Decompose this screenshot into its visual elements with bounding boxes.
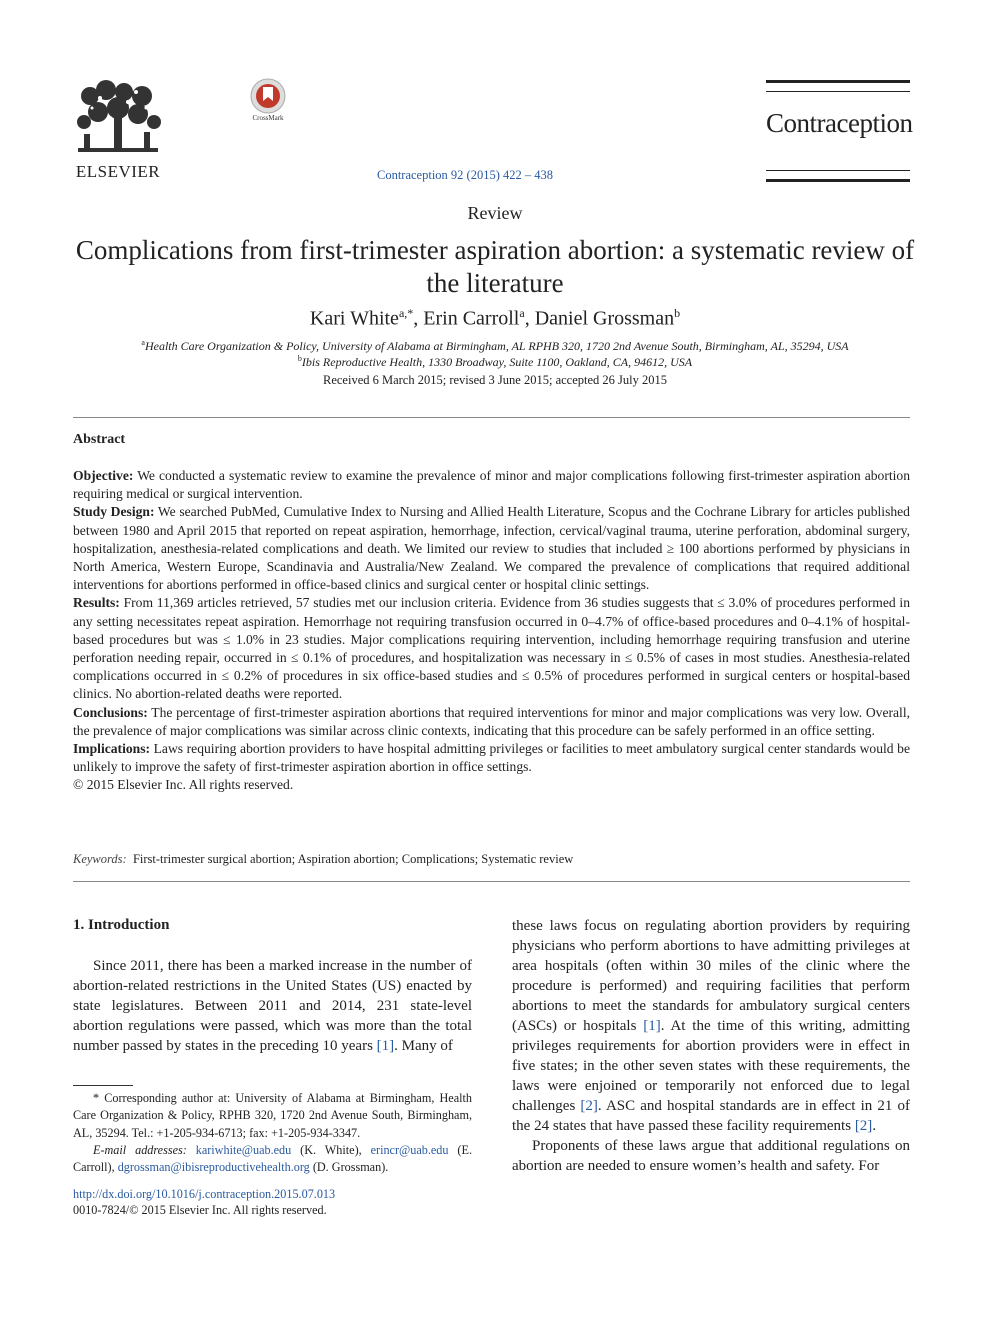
keywords-list: First-trimester surgical abortion; Aspiration abortion; Complications; Systematic review	[132, 852, 574, 866]
abstract-conclusions	[73, 704, 910, 740]
section-label: Implications:	[73, 741, 151, 757]
received-dates: Received 6 March 2015; revised 3 June 2015; accepted 26 July 2015	[322, 373, 667, 387]
section-text: Laws requiring abortion providers to have hospital admitting privileges or facilities to meet ambulatory surgical center standards would be unlikely to improve the safety of first-trimester aspiration abortion in office settings.	[73, 741, 910, 775]
body-text: .	[872, 1118, 877, 1134]
body-column-right	[512, 916, 910, 1176]
affiliation-mark: a	[141, 338, 145, 347]
author-separator: ,	[524, 307, 535, 330]
paragraph	[73, 956, 472, 1056]
email-owner: (D. Grossman).	[309, 1160, 389, 1175]
abstract-objective	[73, 467, 910, 503]
article-title: Complications from first-trimester aspiration abortion: a systematic review of the literature	[75, 235, 915, 298]
author-affil-mark[interactable]: a,*	[398, 306, 414, 320]
reference-link[interactable]: [2]	[854, 1118, 873, 1134]
email-owner: (E. Carroll),	[73, 1142, 472, 1175]
section-text: The percentage of first-trimester aspiration abortions that required interventions for minor and major complications was very low. Overall, the prevalence of major complications was similar across clinic contexts, indicating that this procedure can be safely performed in an office setting.	[73, 704, 910, 738]
author-name: Kari White	[309, 307, 399, 330]
footnote	[73, 1090, 472, 1176]
section-text: We searched PubMed, Cumulative Index to Nursing and Allied Health Literature, Scopus and the Cochrane Library for articles published between 1980 and April 2015 that reported on repeat aspiration, hemorrhage, infection, cervical/vaginal trauma, uterine perforation, abdominal surgery, hospitalization, anesthesia-related complications and death. We limited our review to studies that included ≥ 100 abortions performed by physicians in North America, Western Europe, Scandinavia and Australia/New Zealand. We compared the prevalence of complications that required additional interventions for abortions performed in office-based clinics and surgical center or hospital clinic settings.	[73, 504, 910, 593]
email-link[interactable]: kariwhite@uab.edu	[195, 1142, 292, 1157]
body-text: . ASC and hospital standards are in effect in 21 of the 24 states that have passed these facility requirements	[512, 1098, 910, 1134]
affiliation-b	[0, 354, 990, 370]
corresponding-author-note: * Corresponding author at: University of Alabama at Birmingham, Health Care Organization & Policy, RPHB 320, 1720 2nd Avenue South, Birmingham, AL, 35294. Tel.: +1-205-934-6713; fax: +1-205-934-3347.	[73, 1091, 472, 1140]
author-name: Erin Carroll	[423, 307, 520, 330]
reference-link[interactable]: [1]	[376, 1038, 395, 1054]
body-column-left	[73, 956, 472, 1056]
email-addresses	[73, 1142, 472, 1177]
divider	[73, 417, 910, 418]
abstract-copyright: © 2015 Elsevier Inc. All rights reserved.	[73, 777, 294, 793]
divider	[73, 881, 910, 882]
journal-rule-top	[766, 80, 910, 92]
article-type: Review	[467, 203, 523, 223]
email-link[interactable]: erincr@uab.edu	[370, 1142, 449, 1157]
reference-link[interactable]: [1]	[643, 1018, 661, 1034]
section-text: We conducted a systematic review to examine the prevalence of minor and major complications following first-trimester aspiration abortion requiring medical or surgical intervention.	[73, 468, 910, 502]
abstract-study-design	[73, 503, 910, 594]
affiliation-text: Health Care Organization & Policy, University of Alabama at Birmingham, AL RPHB 320, 1720 2nd Avenue South, Birmingham, AL, 35294, USA	[144, 339, 849, 353]
email-label: E-mail addresses:	[93, 1142, 187, 1157]
author-name: Daniel Grossman	[534, 307, 675, 330]
crossmark-label: CrossMark	[252, 114, 284, 122]
body-text: Since 2011, there has been a marked increase in the number of abortion-related restrictions in the United States (US) enacted by state legislatures. Between 2011 and 2014, 231 state-level abortion regulations were passed, which was more than the total number passed by states in the preceding 10 years	[73, 958, 472, 1054]
doi-link[interactable]: http://dx.doi.org/10.1016/j.contraception.2015.07.013	[73, 1187, 336, 1201]
journal-rule-bottom	[766, 170, 910, 182]
reference-link[interactable]: [2]	[580, 1098, 598, 1114]
author-separator: ,	[413, 307, 424, 330]
section-label: Results:	[73, 595, 120, 611]
section-label: Conclusions:	[73, 704, 148, 720]
journal-citation-link[interactable]: Contraception 92 (2015) 422 – 438	[376, 168, 553, 182]
issn-copyright: 0010-7824/© 2015 Elsevier Inc. All rights reserved.	[73, 1203, 327, 1217]
body-text: . At the time of this writing, admitting privileges requirements for abortion providers were in effect in five states; in the other seven states with these requirements, the laws were enjoined or temporarily not enforced due to legal challenges	[512, 1018, 911, 1114]
elsevier-wordmark: ELSEVIER	[75, 162, 161, 181]
abstract-implications	[73, 740, 910, 776]
email-owner: (K. White),	[291, 1142, 371, 1157]
section-heading-introduction: 1. Introduction	[73, 917, 170, 933]
body-text: . Many of	[394, 1038, 453, 1054]
author-list	[0, 306, 990, 331]
affiliation-mark: b	[297, 354, 302, 363]
section-label: Objective:	[73, 468, 134, 483]
paragraph: Proponents of these laws argue that additional regulations on abortion are needed to ensure women’s health and safety. For	[512, 1138, 910, 1174]
affiliation-text: Ibis Reproductive Health, 1330 Broadway, Suite 1100, Oakland, CA, 94612, USA	[301, 355, 693, 369]
journal-name: Contraception	[766, 108, 913, 138]
section-text: From 11,369 articles retrieved, 57 studies met our inclusion criteria. Evidence from 36 studies suggests that ≤ 3.0% of procedures performed in any setting necessitates repeat aspiration. Hemorrhage not requiring transfusion occurred in 0–4.7% of office-based procedures and 0–4.1% of hospital-based procedures but was ≤ 1.0% in 23 studies. Major complications requiring intervention, including hemorrhage requiring transfusion and uterine perforation needing repair, occurred in ≤ 0.1% of procedures, and hospitalization was necessary in ≤ 0.5% of cases in most studies. Anesthesia-related complications occurred in ≤ 0.2% of procedures in six office-based studies and ≤ 0.5% of procedures performed in surgical centers or hospital-based clinics. No abortion-related deaths were reported.	[73, 595, 910, 702]
keywords	[73, 852, 910, 867]
author-affil-mark[interactable]: a	[519, 306, 525, 320]
abstract-results	[73, 594, 910, 703]
paragraph	[512, 916, 910, 1136]
author-affil-mark[interactable]: b	[674, 306, 681, 320]
section-label: Study Design:	[73, 504, 155, 520]
abstract-heading: Abstract	[73, 432, 126, 447]
keywords-label: Keywords:	[73, 852, 127, 866]
email-link[interactable]: dgrossman@ibisreproductivehealth.org	[117, 1160, 310, 1175]
abstract-body	[73, 467, 910, 795]
footnote-rule	[73, 1085, 133, 1086]
affiliation-a	[0, 338, 990, 354]
body-text: these laws focus on regulating abortion providers by requiring physicians who perform abortions to have admitting privileges at area hospitals (often within 30 miles of the clinic where the procedure is performed) and requiring facilities that perform abortions to meet the standards for ambulatory surgical centers (ASCs) or hospitals	[512, 918, 910, 1034]
